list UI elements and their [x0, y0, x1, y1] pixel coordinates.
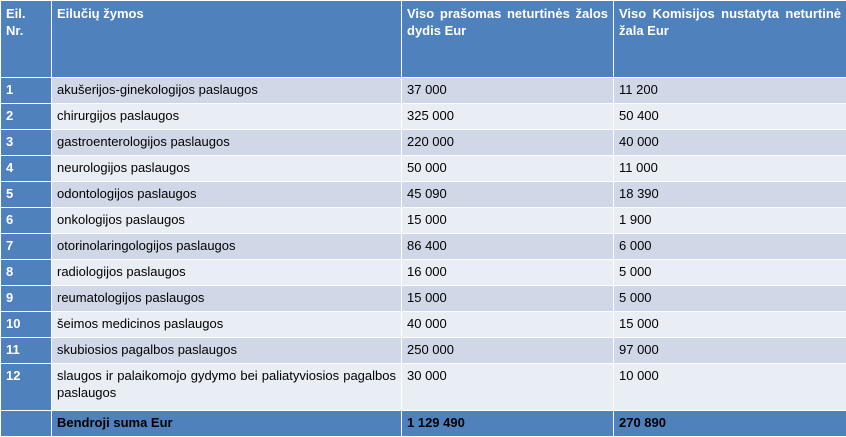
row-number: 10: [1, 312, 52, 338]
header-row: [1, 1, 846, 78]
row-awarded: 97 000: [614, 338, 846, 364]
row-name: onkologijos paslaugos: [52, 208, 402, 234]
table-row: [1, 182, 846, 208]
row-awarded: 11 200: [614, 78, 846, 104]
table-row: [1, 338, 846, 364]
row-name: skubiosios pagalbos paslaugos: [52, 338, 402, 364]
row-requested: 30 000: [402, 364, 614, 411]
table-row: [1, 156, 846, 182]
row-requested: 16 000: [402, 260, 614, 286]
table-row: [1, 208, 846, 234]
table-row: [1, 78, 846, 104]
table-row: [1, 260, 846, 286]
table-row: [1, 364, 846, 411]
row-awarded: 50 400: [614, 104, 846, 130]
row-awarded: 1 900: [614, 208, 846, 234]
row-requested: 40 000: [402, 312, 614, 338]
total-row: [1, 411, 846, 437]
row-awarded: 18 390: [614, 182, 846, 208]
total-requested: 1 129 490: [402, 411, 614, 437]
row-number: 4: [1, 156, 52, 182]
row-number: 3: [1, 130, 52, 156]
row-requested: 15 000: [402, 208, 614, 234]
row-awarded: 40 000: [614, 130, 846, 156]
row-name: odontologijos paslaugos: [52, 182, 402, 208]
header-name: Eilučių žymos: [52, 1, 402, 78]
header-requested: Viso prašomas neturtinės žalos dydis Eur: [402, 1, 614, 78]
row-number: 6: [1, 208, 52, 234]
row-number: 12: [1, 364, 52, 411]
row-name: reumatologijos paslaugos: [52, 286, 402, 312]
row-name: radiologijos paslaugos: [52, 260, 402, 286]
row-name: chirurgijos paslaugos: [52, 104, 402, 130]
row-requested: 250 000: [402, 338, 614, 364]
row-requested: 86 400: [402, 234, 614, 260]
row-awarded: 15 000: [614, 312, 846, 338]
table-row: [1, 130, 846, 156]
table-row: [1, 312, 846, 338]
row-name: gastroenterologijos paslaugos: [52, 130, 402, 156]
total-nr-cell: [1, 411, 52, 437]
row-number: 1: [1, 78, 52, 104]
row-requested: 220 000: [402, 130, 614, 156]
row-requested: 45 090: [402, 182, 614, 208]
row-name: slaugos ir palaikomojo gydymo bei paliatyviosios pagalbos paslaugos: [52, 364, 402, 411]
row-name: otorinolaringologijos paslaugos: [52, 234, 402, 260]
row-awarded: 5 000: [614, 286, 846, 312]
row-number: 7: [1, 234, 52, 260]
row-awarded: 10 000: [614, 364, 846, 411]
row-name: akušerijos-ginekologijos paslaugos: [52, 78, 402, 104]
total-awarded: 270 890: [614, 411, 846, 437]
header-awarded: Viso Komisijos nustatyta neturtinė žala Eur: [614, 1, 846, 78]
row-awarded: 6 000: [614, 234, 846, 260]
row-requested: 15 000: [402, 286, 614, 312]
row-name: šeimos medicinos paslaugos: [52, 312, 402, 338]
row-requested: 37 000: [402, 78, 614, 104]
row-number: 9: [1, 286, 52, 312]
row-name: neurologijos paslaugos: [52, 156, 402, 182]
row-requested: 325 000: [402, 104, 614, 130]
header-nr: Eil. Nr.: [1, 1, 52, 78]
row-awarded: 5 000: [614, 260, 846, 286]
table-body: [1, 78, 846, 411]
row-number: 11: [1, 338, 52, 364]
table-row: [1, 234, 846, 260]
row-number: 2: [1, 104, 52, 130]
row-number: 8: [1, 260, 52, 286]
table-row: [1, 104, 846, 130]
total-label: Bendroji suma Eur: [52, 411, 402, 437]
row-requested: 50 000: [402, 156, 614, 182]
row-number: 5: [1, 182, 52, 208]
table-row: [1, 286, 846, 312]
row-awarded: 11 000: [614, 156, 846, 182]
